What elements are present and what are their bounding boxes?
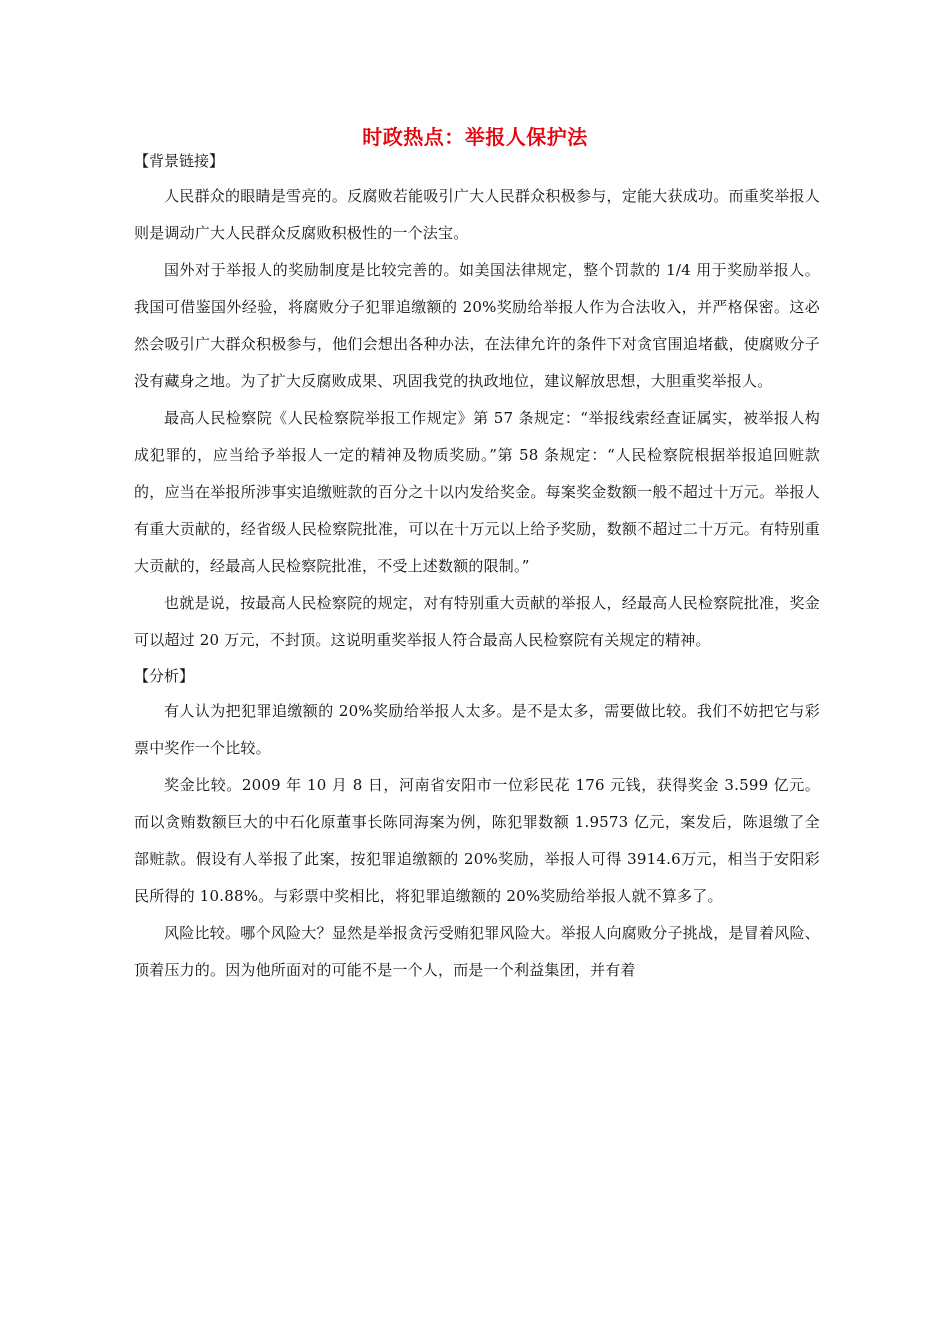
document-body bbox=[134, 144, 820, 989]
paragraph: 最高人民检察院《人民检察院举报工作规定》第 57 条规定：“举报线索经查证属实，被举报人构成犯罪的，应当给予举报人一定的精神及物质奖励。”第 58 条规定：“人民检察院根据举报追回赃款的，应当在举报所涉事实追缴赃款的百分之十以内发给奖金。每案奖金数额一般不超过十万元。举报人有重大贡献的，经省级人民检察院批准，可以在十万元以上给予奖励，数额不超过二十万元。有特别重大贡献的，经最高人民检察院批准，不受上述数额的限制。” bbox=[134, 409, 820, 575]
paragraph: 人民群众的眼睛是雪亮的。反腐败若能吸引广大人民群众积极参与，定能大获成功。而重奖举报人则是调动广大人民群众反腐败积极性的一个法宝。 bbox=[134, 187, 820, 242]
paragraph: 有人认为把犯罪追缴额的 20%奖励给举报人太多。是不是太多，需要做比较。我们不妨把它与彩票中奖作一个比较。 bbox=[134, 702, 820, 757]
paragraph: 风险比较。哪个风险大？显然是举报贪污受贿犯罪风险大。举报人向腐败分子挑战，是冒着风险、顶着压力的。因为他所面对的可能不是一个人，而是一个利益集团，并有着 bbox=[134, 924, 820, 979]
section-heading-background: 【背景链接】 bbox=[134, 152, 225, 170]
document-title: 时政热点：举报人保护法 bbox=[362, 125, 588, 149]
paragraph: 奖金比较。2009 年 10 月 8 日，河南省安阳市一位彩民花 176 元钱，获得奖金 3.599 亿元。而以贪贿数额巨大的中石化原董事长陈同海案为例，陈犯罪数额 1.9573 亿元，案发后，陈退缴了全部赃款。假设有人举报了此案，按犯罪追缴额的 20%奖励，举报人可得 3914.6万元，相当于安阳彩民所得的 10.88%。与彩票中奖相比，将犯罪追缴额的 20%奖励给举报人就不算多了。 bbox=[134, 776, 820, 905]
paragraph: 国外对于举报人的奖励制度是比较完善的。如美国法律规定，整个罚款的 1/4 用于奖励举报人。我国可借鉴国外经验，将腐败分子犯罪追缴额的 20%奖励给举报人作为合法收入，并严格保密。这必然会吸引广大群众积极参与，他们会想出各种办法，在法律允许的条件下对贪官围追堵截，使腐败分子没有藏身之地。为了扩大反腐败成果、巩固我党的执政地位，建议解放思想，大胆重奖举报人。 bbox=[134, 261, 820, 390]
paragraph: 也就是说，按最高人民检察院的规定，对有特别重大贡献的举报人，经最高人民检察院批准，奖金可以超过 20 万元，不封顶。这说明重奖举报人符合最高人民检察院有关规定的精神。 bbox=[134, 594, 820, 649]
section-heading-analysis: 【分析】 bbox=[134, 667, 195, 685]
